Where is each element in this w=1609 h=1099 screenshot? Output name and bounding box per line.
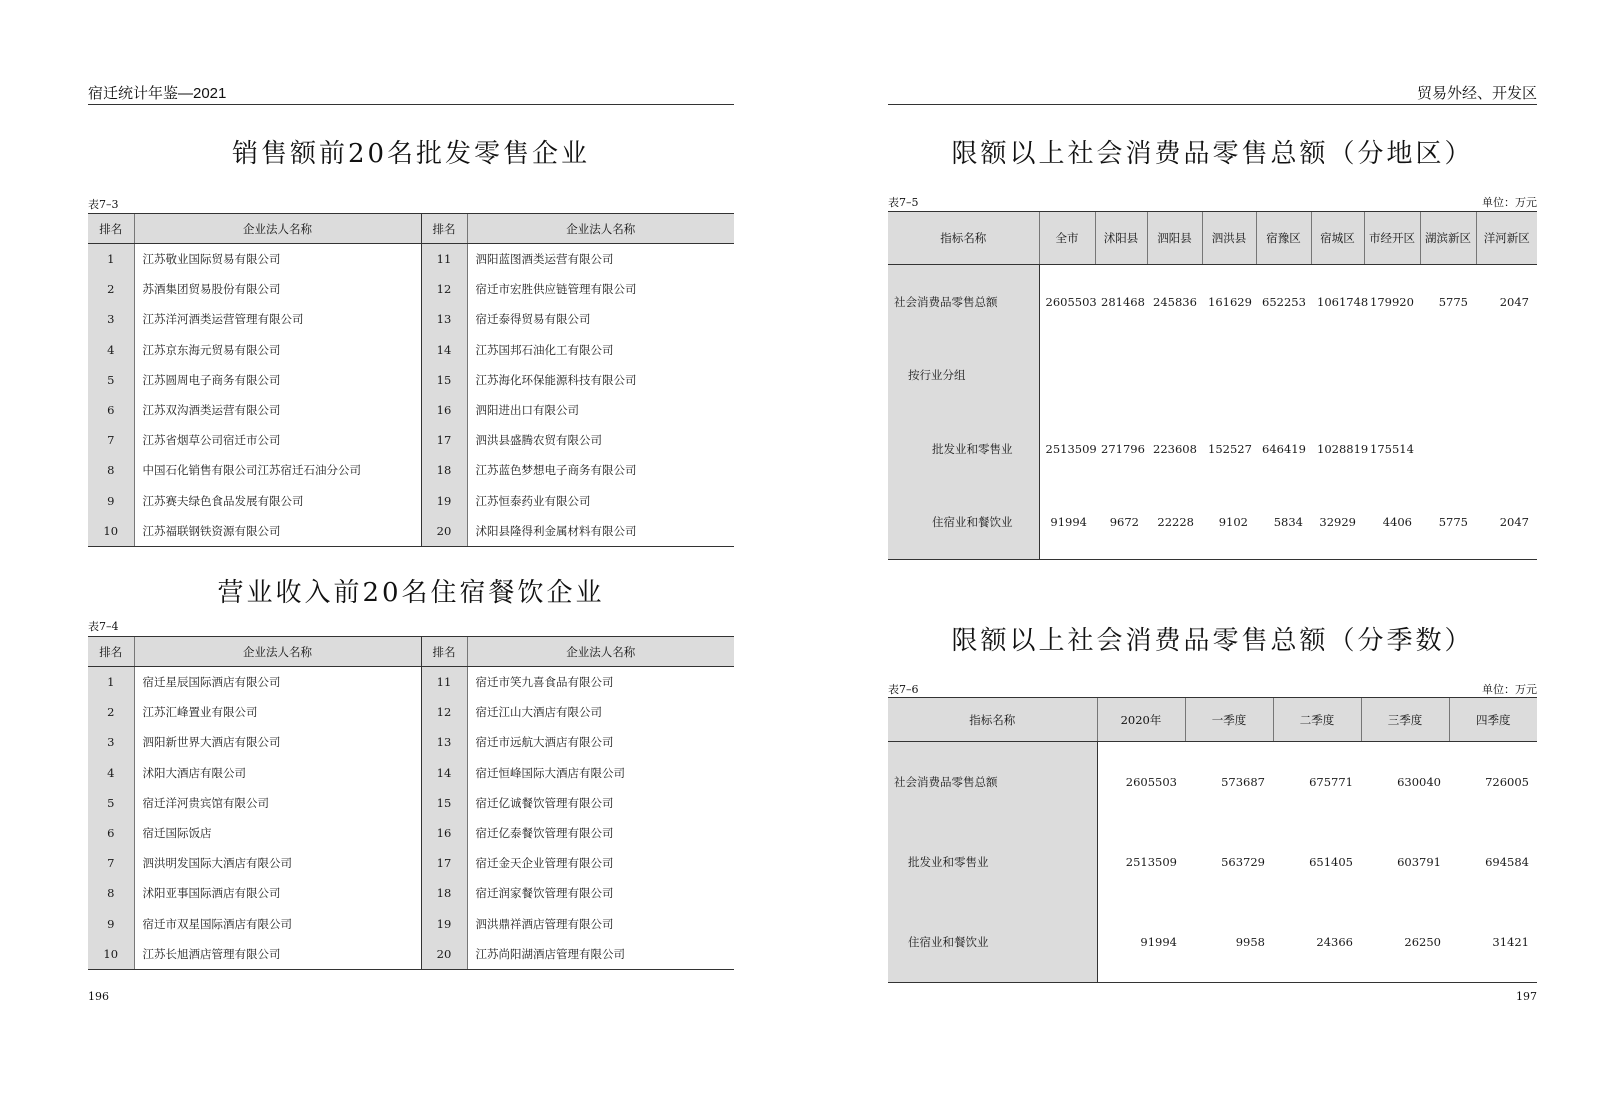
company-name-cell: 沭阳大酒店有限公司 bbox=[134, 758, 421, 788]
name-header: 企业法人名称 bbox=[467, 637, 734, 667]
column-header: 一季度 bbox=[1185, 698, 1273, 742]
rank-cell: 7 bbox=[88, 425, 134, 455]
table-row bbox=[88, 395, 734, 425]
rank-cell: 19 bbox=[421, 486, 467, 516]
company-name-cell: 江苏汇峰置业有限公司 bbox=[134, 697, 421, 727]
table-7-5-title: 限额以上社会消费品零售总额（分地区） bbox=[951, 139, 1474, 169]
value-cell: 5775 bbox=[1438, 294, 1468, 309]
table-row bbox=[888, 902, 1537, 983]
company-name-cell: 宿迁金天企业管理有限公司 bbox=[467, 848, 734, 878]
table-row bbox=[88, 455, 734, 485]
company-name-cell: 江苏国邦石油化工有限公司 bbox=[467, 335, 734, 365]
company-name-cell: 江苏洋河酒类运营管理有限公司 bbox=[134, 304, 421, 334]
rank-cell: 2 bbox=[88, 274, 134, 304]
table-7-5-body bbox=[888, 265, 1537, 560]
company-name-cell: 宿迁星辰国际酒店有限公司 bbox=[134, 667, 421, 698]
company-name-cell: 宿迁润家餐饮管理有限公司 bbox=[467, 878, 734, 908]
table-7-4-number: 表7–4 bbox=[88, 620, 119, 633]
rank-cell: 9 bbox=[88, 486, 134, 516]
table-row bbox=[88, 788, 734, 818]
right-page bbox=[805, 0, 1609, 1099]
rank-cell: 8 bbox=[88, 455, 134, 485]
value-cell: 573687 bbox=[1221, 775, 1265, 789]
value-cell: 2513509 bbox=[1045, 441, 1097, 456]
name-header: 企业法人名称 bbox=[467, 214, 734, 244]
value-cell: 1061748 bbox=[1317, 294, 1369, 309]
table-7-4 bbox=[88, 636, 734, 970]
company-name-cell: 宿迁亿泰餐饮管理有限公司 bbox=[467, 818, 734, 848]
company-name-cell: 江苏恒泰药业有限公司 bbox=[467, 486, 734, 516]
column-header: 市经开区 bbox=[1364, 212, 1420, 265]
running-head-right: 贸易外经、开发区 bbox=[1416, 85, 1537, 102]
value-cell: 175514 bbox=[1370, 441, 1414, 456]
rank-cell: 18 bbox=[421, 455, 467, 485]
rank-cell: 20 bbox=[421, 516, 467, 547]
column-header: 泗阳县 bbox=[1147, 212, 1202, 265]
value-cell: 630040 bbox=[1397, 775, 1441, 789]
table-row bbox=[88, 909, 734, 939]
value-cell: 26250 bbox=[1361, 902, 1449, 983]
column-header: 三季度 bbox=[1361, 698, 1449, 742]
indicator-label: 批发业和零售业 bbox=[888, 822, 1097, 902]
column-header: 湖滨新区 bbox=[1420, 212, 1476, 265]
table-row bbox=[88, 848, 734, 878]
table-row bbox=[888, 742, 1537, 823]
company-name-cell: 泗洪鼎祥酒店管理有限公司 bbox=[467, 909, 734, 939]
company-name-cell: 中国石化销售有限公司江苏宿迁石油分公司 bbox=[134, 455, 421, 485]
value-cell bbox=[1476, 339, 1537, 413]
rank-header: 排名 bbox=[88, 637, 134, 667]
company-name-cell: 宿迁江山大酒店有限公司 bbox=[467, 697, 734, 727]
value-cell: 726005 bbox=[1485, 775, 1529, 789]
value-cell: 22228 bbox=[1147, 486, 1202, 560]
column-header: 泗洪县 bbox=[1202, 212, 1256, 265]
indicator-header: 指标名称 bbox=[888, 212, 1039, 265]
company-name-cell: 宿迁市双星国际酒店有限公司 bbox=[134, 909, 421, 939]
table-7-5-unit: 单位：万元 bbox=[1482, 196, 1537, 209]
table-7-6-unit: 单位：万元 bbox=[1482, 683, 1537, 696]
rank-cell: 14 bbox=[421, 758, 467, 788]
value-cell bbox=[1039, 339, 1095, 413]
rank-header: 排名 bbox=[421, 637, 467, 667]
table-row bbox=[88, 878, 734, 908]
company-name-cell: 宿迁市远航大酒店有限公司 bbox=[467, 727, 734, 757]
table-row bbox=[88, 727, 734, 757]
company-name-cell: 宿迁泰得贸易有限公司 bbox=[467, 304, 734, 334]
table-row bbox=[88, 516, 734, 547]
company-name-cell: 江苏福联钢铁资源有限公司 bbox=[134, 516, 421, 547]
indicator-label: 住宿业和餐饮业 bbox=[888, 902, 1097, 983]
table-row bbox=[888, 486, 1537, 560]
company-name-cell: 泗阳蓝图酒类运营有限公司 bbox=[467, 244, 734, 275]
table-7-5 bbox=[888, 211, 1537, 560]
company-name-cell: 江苏京东海元贸易有限公司 bbox=[134, 335, 421, 365]
column-header: 沭阳县 bbox=[1095, 212, 1147, 265]
table-7-3-title: 销售额前20名批发零售企业 bbox=[231, 139, 591, 169]
indicator-label: 批发业和零售业 bbox=[888, 412, 1039, 486]
value-cell bbox=[1420, 412, 1476, 486]
indicator-label: 社会消费品零售总额 bbox=[888, 742, 1097, 823]
indicator-label: 按行业分组 bbox=[888, 339, 1039, 413]
company-name-cell: 泗阳新世界大酒店有限公司 bbox=[134, 727, 421, 757]
table-row bbox=[88, 667, 734, 698]
page-number-left: 196 bbox=[88, 990, 109, 1003]
table-7-6-title: 限额以上社会消费品零售总额（分季数） bbox=[951, 626, 1474, 656]
value-cell: 694584 bbox=[1485, 855, 1529, 869]
rank-cell: 2 bbox=[88, 697, 134, 727]
value-cell: 646419 bbox=[1262, 441, 1306, 456]
value-cell: 5834 bbox=[1256, 486, 1311, 560]
rank-cell: 8 bbox=[88, 878, 134, 908]
rank-cell: 12 bbox=[421, 697, 467, 727]
table-row bbox=[88, 425, 734, 455]
company-name-cell: 宿迁市宏胜供应链管理有限公司 bbox=[467, 274, 734, 304]
table-row bbox=[88, 818, 734, 848]
company-name-cell: 沭阳县隆得利金属材料有限公司 bbox=[467, 516, 734, 547]
rank-cell: 13 bbox=[421, 727, 467, 757]
rank-cell: 1 bbox=[88, 667, 134, 698]
value-cell: 281468 bbox=[1101, 294, 1145, 309]
value-cell: 2605503 bbox=[1125, 775, 1177, 789]
table-row bbox=[888, 265, 1537, 339]
value-cell: 179920 bbox=[1370, 294, 1414, 309]
value-cell: 24366 bbox=[1273, 902, 1361, 983]
value-cell bbox=[1095, 339, 1147, 413]
rank-cell: 5 bbox=[88, 788, 134, 818]
company-name-cell: 江苏敬业国际贸易有限公司 bbox=[134, 244, 421, 275]
table-7-6-number: 表7–6 bbox=[888, 683, 919, 696]
value-cell: 4406 bbox=[1364, 486, 1420, 560]
table-7-3 bbox=[88, 213, 734, 547]
table-7-5-number: 表7–5 bbox=[888, 196, 919, 209]
value-cell: 271796 bbox=[1101, 441, 1145, 456]
company-name-cell: 江苏长旭酒店管理有限公司 bbox=[134, 939, 421, 970]
table-row bbox=[88, 486, 734, 516]
value-cell: 9958 bbox=[1185, 902, 1273, 983]
value-cell: 91994 bbox=[1039, 486, 1095, 560]
value-cell: 245836 bbox=[1153, 294, 1197, 309]
table-row bbox=[88, 697, 734, 727]
rank-cell: 4 bbox=[88, 758, 134, 788]
table-header-row bbox=[88, 637, 734, 667]
value-cell: 2047 bbox=[1499, 294, 1529, 309]
rank-header: 排名 bbox=[88, 214, 134, 244]
value-cell: 223608 bbox=[1153, 441, 1197, 456]
value-cell: 32929 bbox=[1311, 486, 1364, 560]
rank-header: 排名 bbox=[421, 214, 467, 244]
column-header: 二季度 bbox=[1273, 698, 1361, 742]
value-cell: 1028819 bbox=[1317, 441, 1369, 456]
column-header: 宿豫区 bbox=[1256, 212, 1311, 265]
value-cell bbox=[1147, 339, 1202, 413]
rank-cell: 9 bbox=[88, 909, 134, 939]
value-cell bbox=[1311, 339, 1364, 413]
company-name-cell: 江苏尚阳湖酒店管理有限公司 bbox=[467, 939, 734, 970]
table-row bbox=[888, 822, 1537, 902]
value-cell: 9672 bbox=[1095, 486, 1147, 560]
indicator-label: 社会消费品零售总额 bbox=[888, 265, 1039, 339]
rank-cell: 10 bbox=[88, 516, 134, 547]
rank-cell: 3 bbox=[88, 727, 134, 757]
page-number-right: 197 bbox=[1516, 990, 1537, 1003]
table-7-6 bbox=[888, 697, 1537, 983]
company-name-cell: 宿迁恒峰国际大酒店有限公司 bbox=[467, 758, 734, 788]
value-cell: 652253 bbox=[1262, 294, 1306, 309]
rank-cell: 16 bbox=[421, 395, 467, 425]
company-name-cell: 泗洪县盛腾农贸有限公司 bbox=[467, 425, 734, 455]
table-7-3-number: 表7–3 bbox=[88, 198, 119, 211]
value-cell: 675771 bbox=[1309, 775, 1353, 789]
table-header-row bbox=[88, 214, 734, 244]
table-7-3-body bbox=[88, 244, 734, 547]
value-cell: 603791 bbox=[1397, 855, 1441, 869]
rank-cell: 18 bbox=[421, 878, 467, 908]
rank-cell: 7 bbox=[88, 848, 134, 878]
rank-cell: 5 bbox=[88, 365, 134, 395]
rank-cell: 17 bbox=[421, 425, 467, 455]
value-cell: 152527 bbox=[1208, 441, 1252, 456]
value-cell bbox=[1476, 412, 1537, 486]
rank-cell: 15 bbox=[421, 788, 467, 818]
company-name-cell: 江苏圆周电子商务有限公司 bbox=[134, 365, 421, 395]
header-rule-right bbox=[888, 104, 1537, 105]
value-cell: 2605503 bbox=[1045, 294, 1097, 309]
table-row bbox=[88, 758, 734, 788]
table-row bbox=[88, 365, 734, 395]
header-rule-left bbox=[88, 104, 734, 105]
value-cell bbox=[1202, 339, 1256, 413]
rank-cell: 1 bbox=[88, 244, 134, 275]
rank-cell: 3 bbox=[88, 304, 134, 334]
table-row bbox=[888, 339, 1537, 413]
name-header: 企业法人名称 bbox=[134, 637, 421, 667]
rank-cell: 15 bbox=[421, 365, 467, 395]
table-row bbox=[88, 304, 734, 334]
value-cell: 31421 bbox=[1449, 902, 1537, 983]
company-name-cell: 宿迁亿诚餐饮管理有限公司 bbox=[467, 788, 734, 818]
table-7-4-title: 营业收入前20名住宿餐饮企业 bbox=[217, 578, 605, 608]
column-header: 洋河新区 bbox=[1476, 212, 1537, 265]
company-name-cell: 江苏省烟草公司宿迁市公司 bbox=[134, 425, 421, 455]
company-name-cell: 江苏双沟酒类运营有限公司 bbox=[134, 395, 421, 425]
rank-cell: 6 bbox=[88, 395, 134, 425]
rank-cell: 12 bbox=[421, 274, 467, 304]
table-row bbox=[88, 274, 734, 304]
column-header: 2020年 bbox=[1097, 698, 1185, 742]
table-row bbox=[888, 412, 1537, 486]
company-name-cell: 泗洪明发国际大酒店有限公司 bbox=[134, 848, 421, 878]
rank-cell: 6 bbox=[88, 818, 134, 848]
company-name-cell: 宿迁市笑九喜食品有限公司 bbox=[467, 667, 734, 698]
company-name-cell: 宿迁国际饭店 bbox=[134, 818, 421, 848]
company-name-cell: 苏酒集团贸易股份有限公司 bbox=[134, 274, 421, 304]
table-header-row bbox=[888, 698, 1537, 742]
rank-cell: 10 bbox=[88, 939, 134, 970]
table-7-4-body bbox=[88, 667, 734, 970]
value-cell: 91994 bbox=[1097, 902, 1185, 983]
value-cell: 161629 bbox=[1208, 294, 1252, 309]
rank-cell: 17 bbox=[421, 848, 467, 878]
table-7-6-body bbox=[888, 742, 1537, 983]
company-name-cell: 江苏蓝色梦想电子商务有限公司 bbox=[467, 455, 734, 485]
name-header: 企业法人名称 bbox=[134, 214, 421, 244]
column-header: 四季度 bbox=[1449, 698, 1537, 742]
company-name-cell: 江苏赛夫绿色食品发展有限公司 bbox=[134, 486, 421, 516]
column-header: 宿城区 bbox=[1311, 212, 1364, 265]
value-cell bbox=[1420, 339, 1476, 413]
rank-cell: 14 bbox=[421, 335, 467, 365]
rank-cell: 13 bbox=[421, 304, 467, 334]
rank-cell: 11 bbox=[421, 667, 467, 698]
value-cell bbox=[1364, 339, 1420, 413]
rank-cell: 16 bbox=[421, 818, 467, 848]
company-name-cell: 宿迁洋河贵宾馆有限公司 bbox=[134, 788, 421, 818]
company-name-cell: 泗阳进出口有限公司 bbox=[467, 395, 734, 425]
company-name-cell: 沭阳亚事国际酒店有限公司 bbox=[134, 878, 421, 908]
rank-cell: 20 bbox=[421, 939, 467, 970]
rank-cell: 4 bbox=[88, 335, 134, 365]
indicator-header: 指标名称 bbox=[888, 698, 1097, 742]
company-name-cell: 江苏海化环保能源科技有限公司 bbox=[467, 365, 734, 395]
value-cell: 9102 bbox=[1202, 486, 1256, 560]
rank-cell: 19 bbox=[421, 909, 467, 939]
value-cell: 563729 bbox=[1221, 855, 1265, 869]
value-cell: 651405 bbox=[1309, 855, 1353, 869]
column-header: 全市 bbox=[1039, 212, 1095, 265]
table-row bbox=[88, 244, 734, 275]
table-row bbox=[88, 335, 734, 365]
value-cell bbox=[1256, 339, 1311, 413]
value-cell: 2513509 bbox=[1125, 855, 1177, 869]
table-header-row bbox=[888, 212, 1537, 265]
rank-cell: 11 bbox=[421, 244, 467, 275]
indicator-label: 住宿业和餐饮业 bbox=[888, 486, 1039, 560]
value-cell: 2047 bbox=[1476, 486, 1537, 560]
running-head-left: 宿迁统计年鉴—2021 bbox=[88, 85, 227, 102]
value-cell: 5775 bbox=[1420, 486, 1476, 560]
table-row bbox=[88, 939, 734, 970]
